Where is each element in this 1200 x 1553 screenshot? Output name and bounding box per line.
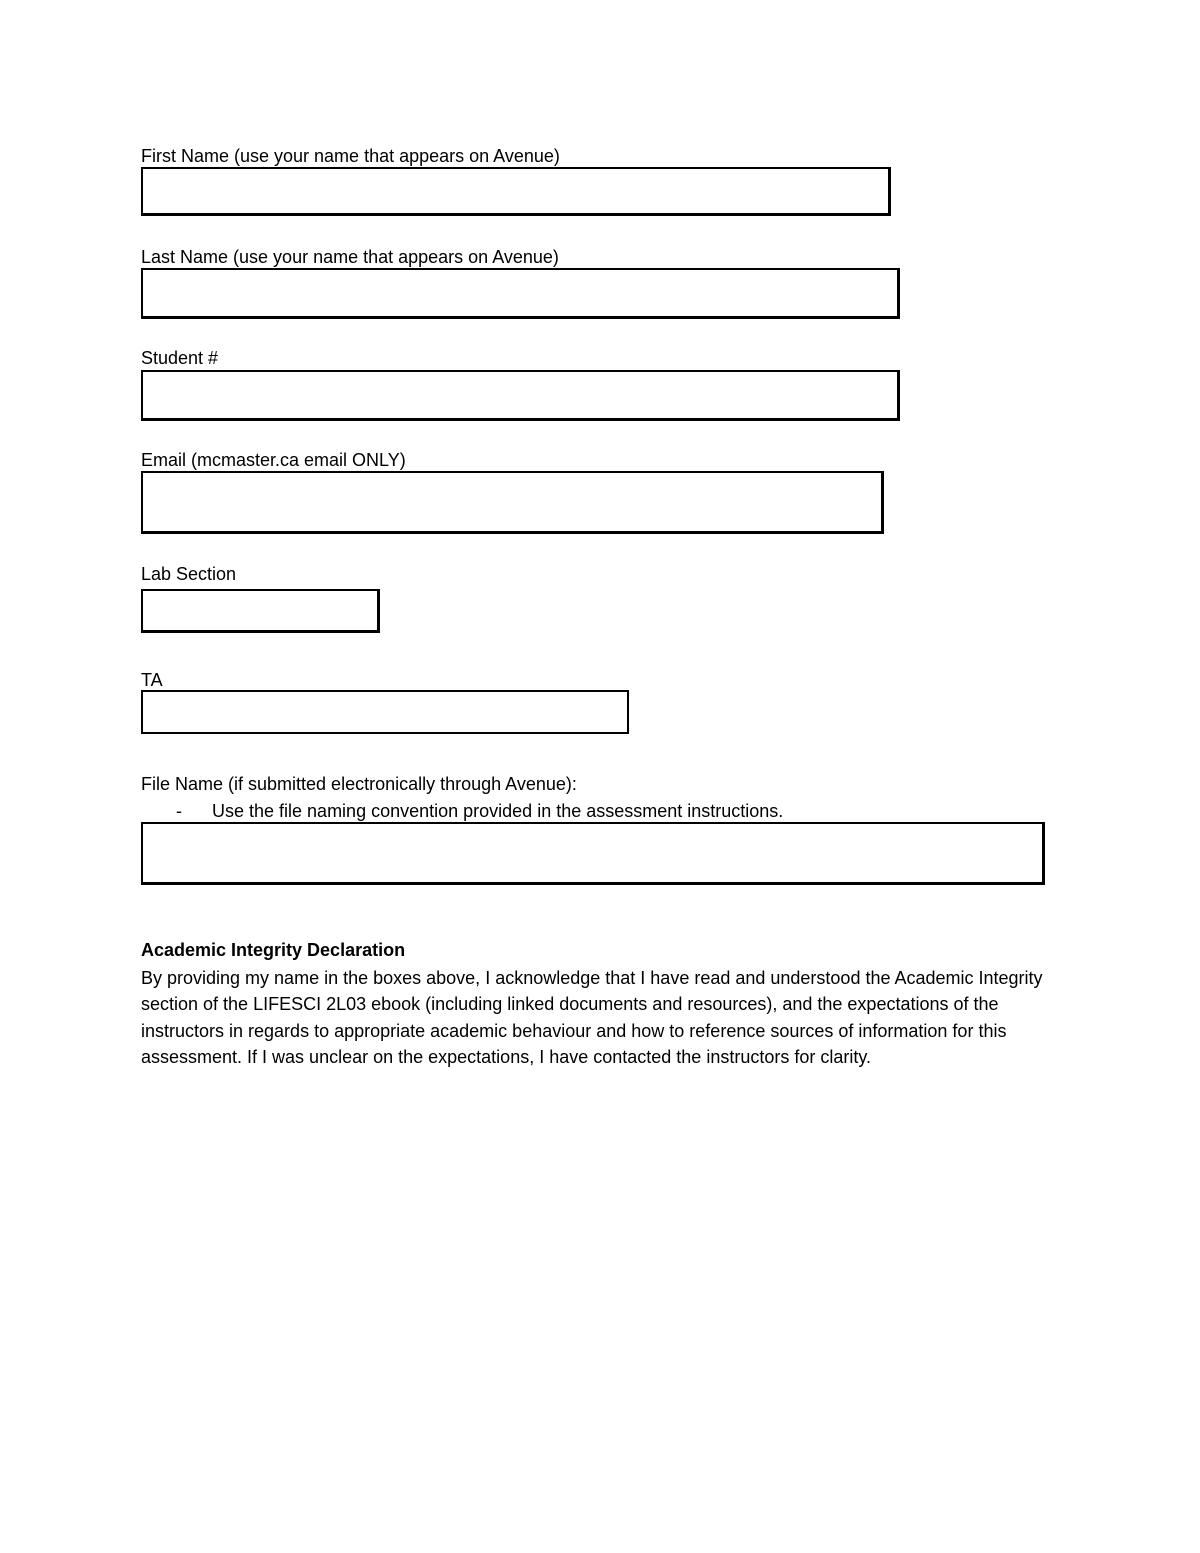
last-name-box (141, 268, 900, 319)
student-number-field[interactable] (143, 372, 897, 418)
student-number-label: Student # (141, 348, 219, 368)
last-name-field[interactable] (143, 270, 897, 316)
email-label: Email (mcmaster.ca email ONLY) (141, 450, 406, 470)
file-name-box (141, 822, 1045, 885)
ta-field[interactable] (143, 692, 627, 732)
ta-label: TA (141, 670, 163, 690)
declaration-title: Academic Integrity Declaration (141, 940, 406, 960)
lab-section-box (141, 589, 380, 633)
last-name-label: Last Name (use your name that appears on Avenue) (141, 247, 559, 267)
email-box (141, 471, 884, 534)
first-name-box (141, 167, 891, 216)
student-number-box (141, 370, 900, 421)
file-name-field[interactable] (143, 824, 1042, 882)
first-name-label: First Name (use your name that appears on Avenue) (141, 146, 560, 166)
email-field[interactable] (143, 473, 881, 531)
first-name-field[interactable] (143, 169, 888, 213)
file-name-instruction-text: Use the file naming convention provided in the assessment instructions. (212, 801, 784, 821)
declaration-body: By providing my name in the boxes above, I acknowledge that I have read and understood the Academic Integrity section of the LIFESCI 2L03 ebook (including linked documents and resources), and the expectations of the instructors in regards to appropriate academic behaviour and how to reference sources of information for this assessment. If I was unclear on the expectations, I have contacted the instructors for clarity. (141, 968, 1043, 1068)
ta-box (141, 690, 629, 734)
lab-section-label: Lab Section (141, 564, 237, 584)
file-name-instruction (176, 800, 783, 822)
file-name-label: File Name (if submitted electronically through Avenue): (141, 774, 577, 794)
bullet-dash: - (176, 801, 182, 821)
lab-section-field[interactable] (143, 591, 377, 630)
